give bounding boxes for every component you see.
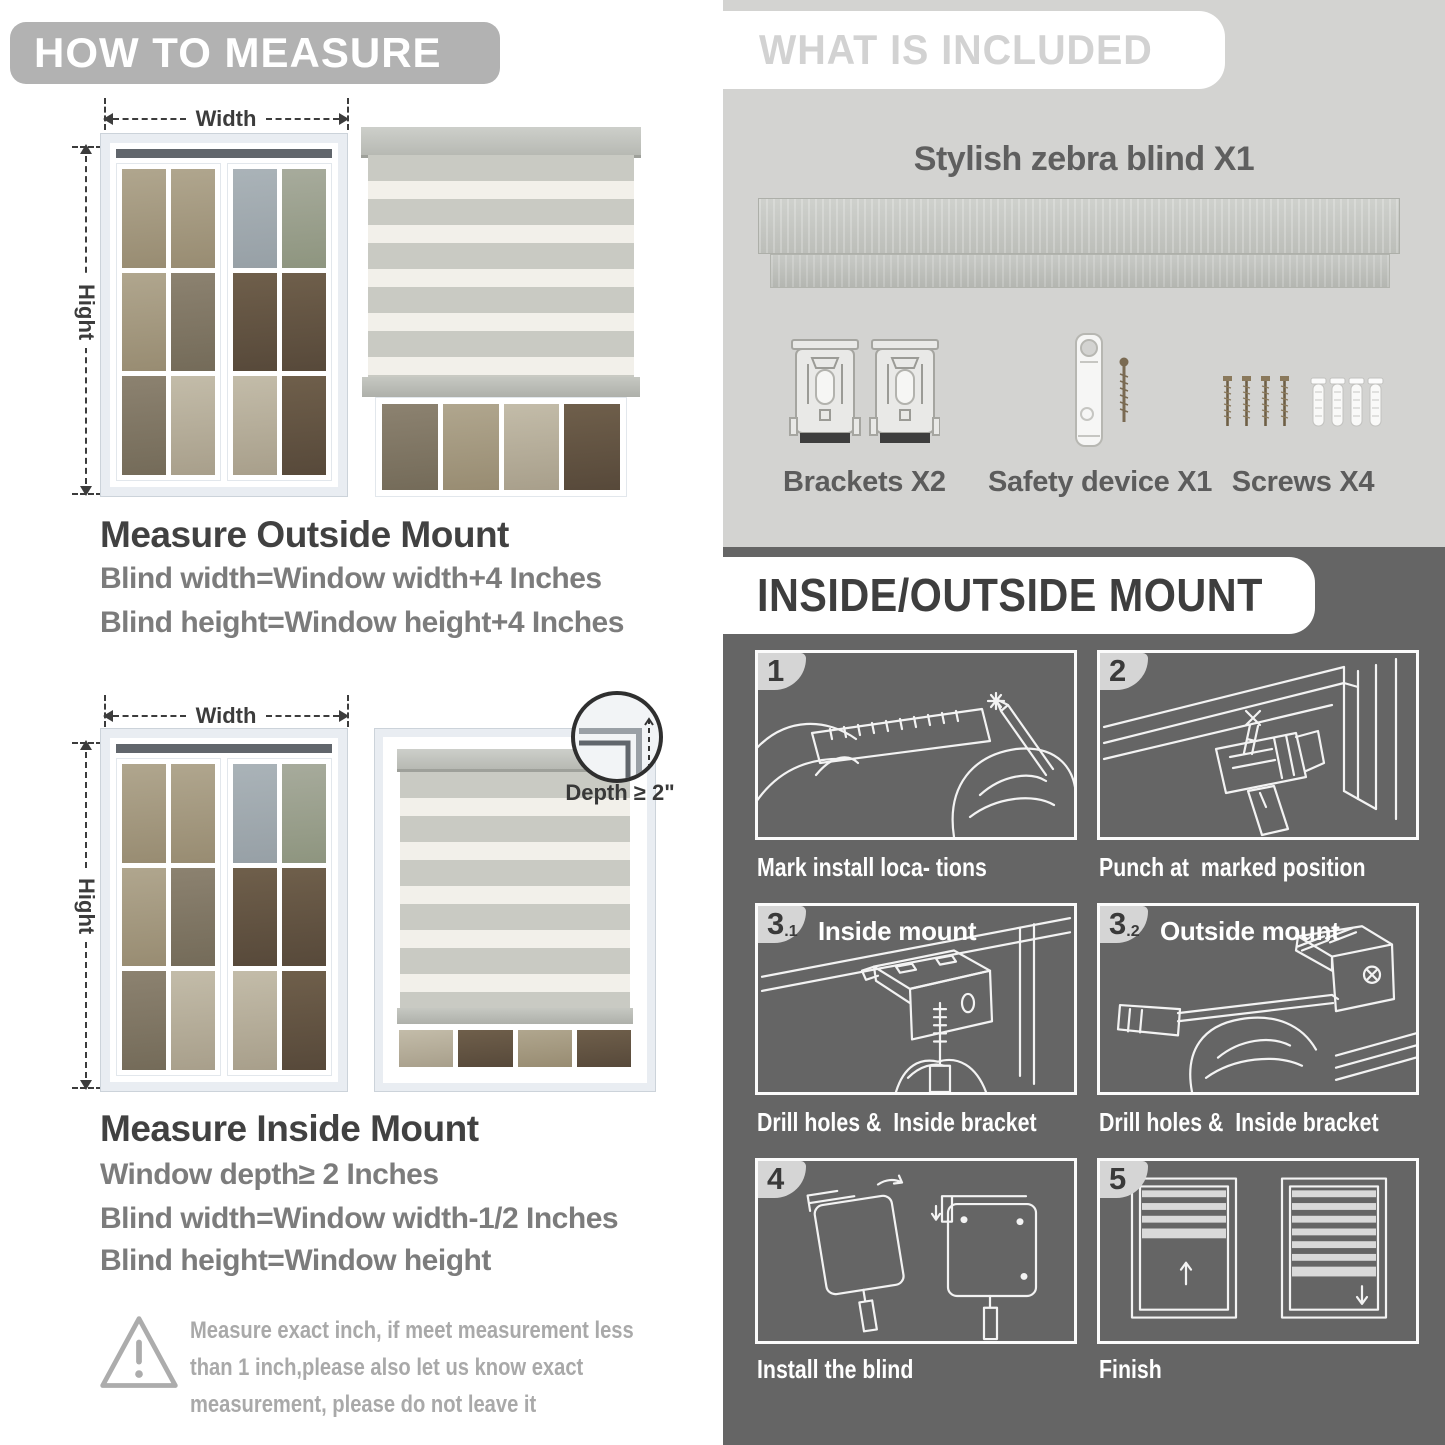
- step-title-3-2: Outside mount: [1160, 916, 1340, 946]
- step-caption-3-2: Drill holes & Inside bracket: [1099, 1107, 1379, 1137]
- step-panel-1: [755, 650, 1077, 840]
- step-panel-2: [1097, 650, 1419, 840]
- how-to-measure-header: HOW TO MEASURE: [10, 22, 500, 84]
- step-badge-1: 1: [758, 653, 806, 690]
- step-caption-5: Finish: [1099, 1354, 1162, 1384]
- zebra-blind-outside: [361, 125, 641, 497]
- window-door-left: [116, 163, 221, 481]
- inside-mount-line-2: Blind width=Window width-1/2 Inches: [100, 1202, 619, 1235]
- brackets-label: Brackets X2: [783, 466, 946, 498]
- measure-tick: [72, 146, 102, 148]
- blind-fabric: [368, 155, 634, 379]
- install-blind-illustration: [758, 1161, 1074, 1341]
- step-badge-3-2: 3.2: [1100, 906, 1148, 943]
- measure-tick: [72, 1087, 102, 1089]
- mount-header: INSIDE/OUTSIDE MOUNT: [723, 557, 1315, 634]
- measure-tick: [347, 695, 349, 727]
- window-photo-inside: [100, 728, 348, 1092]
- inside-mount-title: Measure Inside Mount: [100, 1108, 479, 1149]
- step-badge-5: 5: [1100, 1161, 1148, 1198]
- window-photo-outside: [100, 133, 348, 497]
- width-measure-arrow-outside: [103, 106, 349, 132]
- step-panel-3-1: [755, 903, 1077, 1095]
- measure-tick: [104, 98, 106, 130]
- mark-location-illustration: [758, 653, 1074, 837]
- window-door-right: [227, 163, 332, 481]
- inside-mount-line-1: Window depth≥ 2 Inches: [100, 1158, 439, 1191]
- step-panel-4: [755, 1158, 1077, 1344]
- warning-text: Measure exact inch, if meet measurement less than 1 inch,please also let us know exact measurement, please do not leave it: [190, 1317, 634, 1418]
- step-caption-2: Punch at marked position: [1099, 852, 1366, 882]
- blind-cassette: [361, 127, 641, 158]
- outside-mount-line-1: Blind width=Window width+4 Inches: [100, 562, 602, 595]
- width-measure-arrow-inside: [103, 703, 349, 729]
- step-panel-5: [1097, 1158, 1419, 1344]
- blind-bottom-rail: [397, 1008, 633, 1024]
- window-door-left: [116, 758, 221, 1076]
- step-caption-3-1: Drill holes & Inside bracket: [757, 1107, 1037, 1137]
- step-badge-4: 4: [758, 1161, 806, 1198]
- outside-mount-title: Measure Outside Mount: [100, 514, 509, 555]
- brackets-icon: [788, 334, 940, 458]
- outside-mount-line-2: Blind height=Window height+4 Inches: [100, 606, 624, 639]
- safety-device-label: Safety device X1: [988, 466, 1213, 498]
- headrail-image: [758, 198, 1400, 254]
- finish-illustration: [1100, 1161, 1416, 1341]
- step-title-3-1: Inside mount: [818, 916, 977, 946]
- height-measure-arrow-inside: [74, 742, 99, 1088]
- headrail-lip: [770, 254, 1390, 288]
- drill-position-illustration: [1100, 653, 1416, 837]
- height-label: Hight: [73, 870, 99, 942]
- height-label: Hight: [73, 276, 99, 348]
- step-badge-3-1: 3.1: [758, 906, 806, 943]
- inside-mount-line-3: Blind height=Window height: [100, 1244, 491, 1277]
- depth-label: Depth ≥ 2": [565, 780, 675, 805]
- step-caption-1: Mark install loca- tions: [757, 852, 987, 882]
- measure-tick: [72, 493, 102, 495]
- screws-label: Screws X4: [1231, 466, 1375, 498]
- depth-magnifier-icon: [571, 691, 663, 783]
- measure-tick: [72, 742, 102, 744]
- what-is-included-header: WHAT IS INCLUDED: [723, 11, 1225, 89]
- height-measure-arrow-outside: [74, 146, 99, 494]
- screws-icon: [1215, 372, 1385, 434]
- blind-fabric: [400, 772, 630, 1008]
- window-under-blind: [397, 1026, 633, 1071]
- window-top-bar: [116, 744, 332, 753]
- blind-bottom-rail: [362, 377, 640, 397]
- step-panel-3-2: [1097, 903, 1419, 1095]
- measure-tick: [104, 695, 106, 727]
- step-badge-2: 2: [1100, 653, 1148, 690]
- safety-device-icon: [1048, 330, 1144, 462]
- window-top-bar: [116, 149, 332, 158]
- window-door-right: [227, 758, 332, 1076]
- product-title: Stylish zebra blind X1: [913, 140, 1255, 178]
- measure-tick: [347, 98, 349, 130]
- step-caption-4: Install the blind: [757, 1354, 914, 1384]
- warning-triangle-icon: [96, 1310, 182, 1398]
- width-label: Width: [195, 106, 257, 131]
- width-label: Width: [195, 703, 257, 728]
- window-under-blind: [375, 397, 627, 497]
